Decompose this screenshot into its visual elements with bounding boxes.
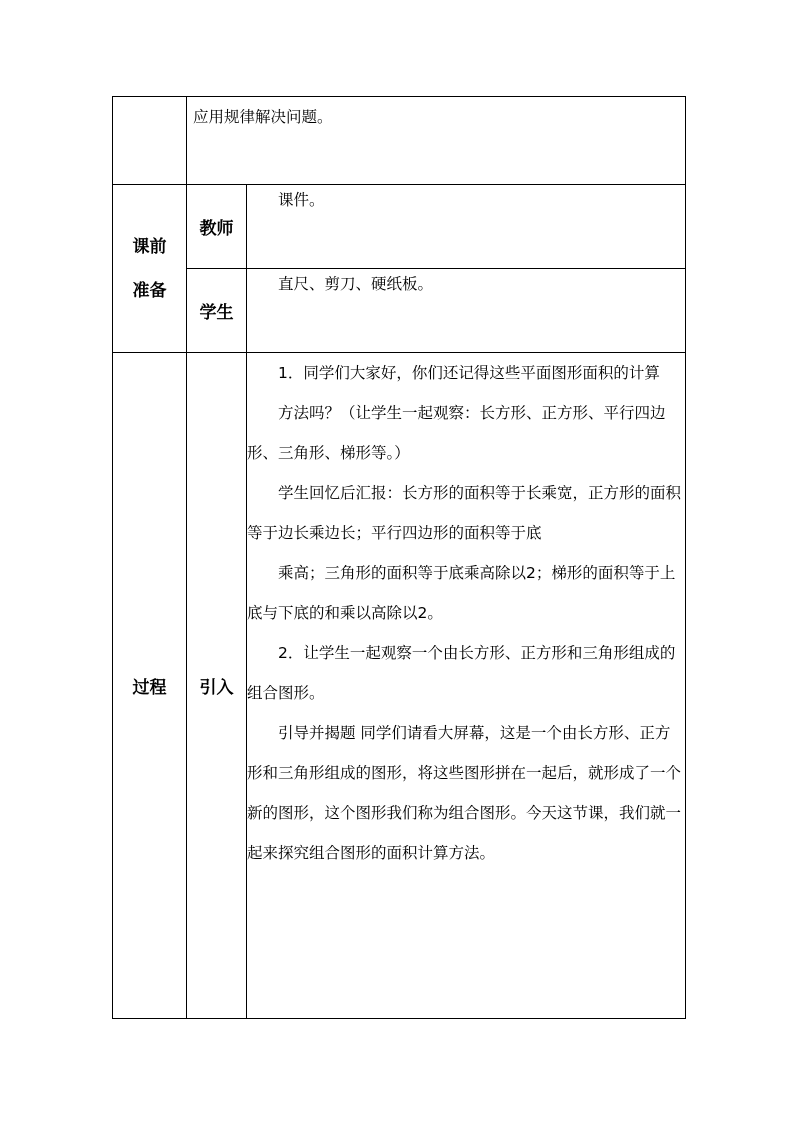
- teacher-content-cell: [247, 185, 686, 269]
- process-paragraph-3: 学生回忆后汇报：长方形的面积等于长乘宽，正方形的面积等于边长乘边长；平行四边形的面积等于底: [247, 484, 682, 542]
- teacher-label: 教师: [199, 219, 234, 239]
- student-label: 学生: [199, 303, 234, 323]
- student-label-cell: [187, 269, 247, 353]
- stage-label-cell: [187, 353, 247, 1019]
- process-paragraph-4: 乘高；三角形的面积等于底乘高除以2；梯形的面积等于上底与下底的和乘以高除以2。: [247, 564, 676, 622]
- prep-label-line2: 准备: [132, 280, 167, 301]
- objective-cell: [187, 97, 686, 185]
- process-row: [113, 353, 686, 1019]
- prep-student-row: [113, 269, 686, 353]
- process-paragraph-2: 方法吗？（让学生一起观察：长方形、正方形、平行四边形、三角形、梯形等。）: [247, 404, 666, 462]
- empty-label-cell: [113, 97, 187, 185]
- student-content: 直尺、剪刀、硬纸板。: [278, 275, 434, 293]
- prep-label-cell: [113, 185, 187, 353]
- prep-label-line1: 课前: [132, 236, 167, 257]
- student-content-cell: [247, 269, 686, 353]
- stage-label: 引入: [199, 678, 234, 698]
- lesson-plan-table: [112, 96, 686, 1019]
- teacher-label-cell: [187, 185, 247, 269]
- process-paragraph-1: 1．同学们大家好，你们还记得这些平面图形面积的计算: [278, 364, 660, 382]
- objective-text: 应用规律解决问题。: [193, 108, 333, 126]
- process-label-cell: [113, 353, 187, 1019]
- process-paragraph-5: 2．让学生一起观察一个由长方形、正方形和三角形组成的组合图形。: [247, 644, 676, 702]
- teacher-content: 课件。: [278, 191, 325, 209]
- objective-row: [113, 97, 686, 185]
- process-paragraph-6: 引导并揭题 同学们请看大屏幕，这是一个由长方形、正方形和三角形组成的图形，将这些图形拼在一起后，就形成了一个新的图形，这个图形我们称为组合图形。今天这节课，我们就一起来探究组合图形的面积计算方法。: [247, 724, 682, 862]
- process-label: 过程: [132, 678, 167, 698]
- process-content-cell: [247, 353, 686, 1019]
- prep-teacher-row: [113, 185, 686, 269]
